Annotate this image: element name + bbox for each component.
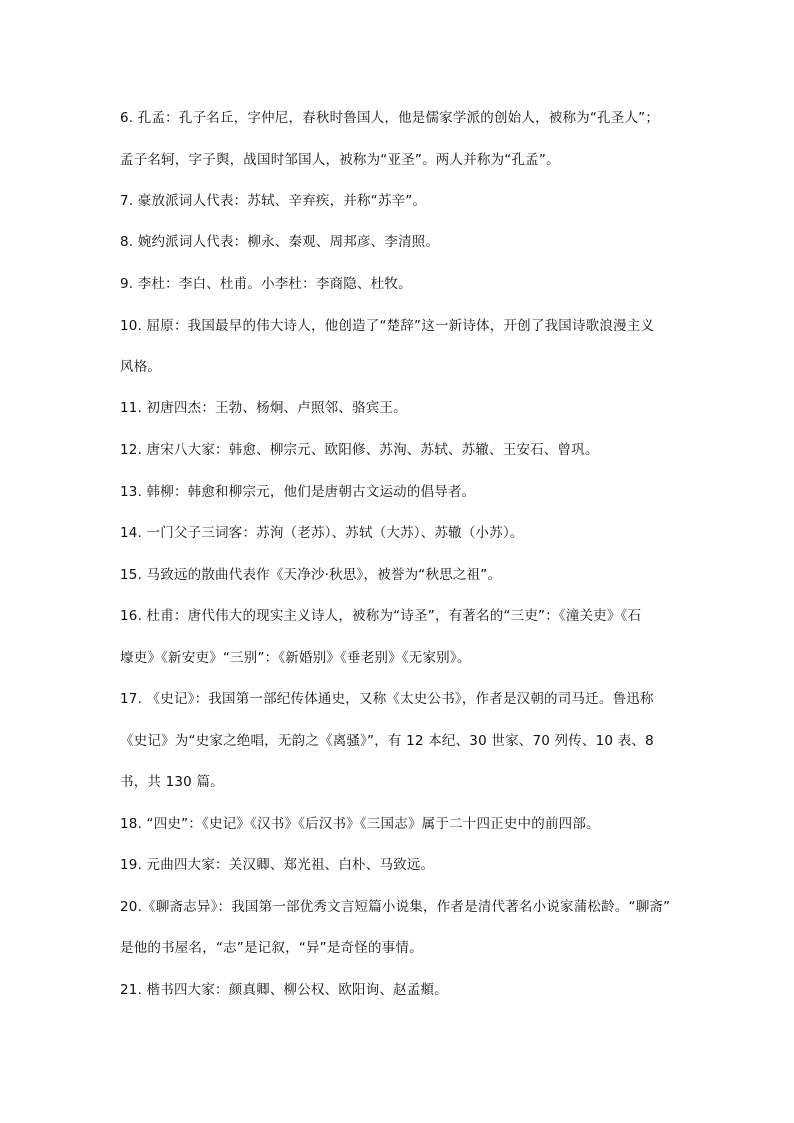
text-line: 18. “四史”：《史记》《汉书》《后汉书》《三国志》属于二十四正史中的前四部。: [120, 816, 600, 832]
text-line: 壕吏》《新安吏》“三别”：《新婚别》《垂老别》《无家别》。: [120, 650, 471, 666]
text-line: 风格。: [120, 359, 162, 375]
text-line: 11. 初唐四杰：王勃、杨炯、卢照邻、骆宾王。: [120, 400, 407, 416]
text-line: 15. 马致远的散曲代表作《天净沙·秋思》，被誉为“秋思之祖”。: [120, 567, 502, 583]
text-line: 17. 《史记》：我国第一部纪传体通史，又称《太史公书》，作者是汉朝的司马迁。鲁迅称: [120, 691, 654, 707]
text-line: 12. 唐宋八大家：韩愈、柳宗元、欧阳修、苏洵、苏轼、苏辙、王安石、曾巩。: [120, 442, 599, 458]
text-line: 20.《聊斋志异》：我国第一部优秀文言短篇小说集，作者是清代著名小说家蒲松龄。“聊斋”: [120, 899, 671, 915]
text-line: 14. 一门父子三词客：苏洵（老苏）、苏轼（大苏）、苏辙（小苏）。: [120, 525, 524, 541]
text-line: 《史记》为“史家之绝唱，无韵之《离骚》”，有 12 本纪、30 世家、70 列传、10 表、8: [120, 733, 654, 749]
text-line: 8. 婉约派词人代表：柳永、秦观、周邦彦、李清照。: [120, 234, 440, 250]
text-line: 10. 屈原：我国最早的伟大诗人，他创造了“楚辞”这一新诗体，开创了我国诗歌浪漫主义: [120, 318, 655, 334]
text-line: 16. 杜甫：唐代伟大的现实主义诗人，被称为“诗圣”，有著名的“三吏”：《潼关吏》《石: [120, 608, 642, 624]
text-line: 19. 元曲四大家：关汉卿、郑光祖、白朴、马致远。: [120, 857, 435, 873]
text-line: 9. 李杜：李白、杜甫。小李杜：李商隐、杜牧。: [120, 276, 412, 292]
text-line: 13. 韩柳：韩愈和柳宗元，他们是唐朝古文运动的倡导者。: [120, 484, 476, 500]
text-line: 6. 孔孟：孔子名丘，字仲尼，春秋时鲁国人，他是儒家学派的创始人，被称为“孔圣人”；: [120, 110, 660, 126]
text-line: 孟子名轲，字子舆，战国时邹国人，被称为“亚圣”。两人并称为“孔孟”。: [120, 152, 560, 168]
text-line: 书，共 130 篇。: [120, 774, 224, 790]
text-line: 是他的书屋名，“志”是记叙，“异”是奇怪的事情。: [120, 940, 423, 956]
text-line: 21. 楷书四大家：颜真卿、柳公权、欧阳询、赵孟頫。: [120, 982, 448, 998]
text-line: 7. 豪放派词人代表：苏轼、辛弃疾，并称“苏辛”。: [120, 193, 427, 209]
